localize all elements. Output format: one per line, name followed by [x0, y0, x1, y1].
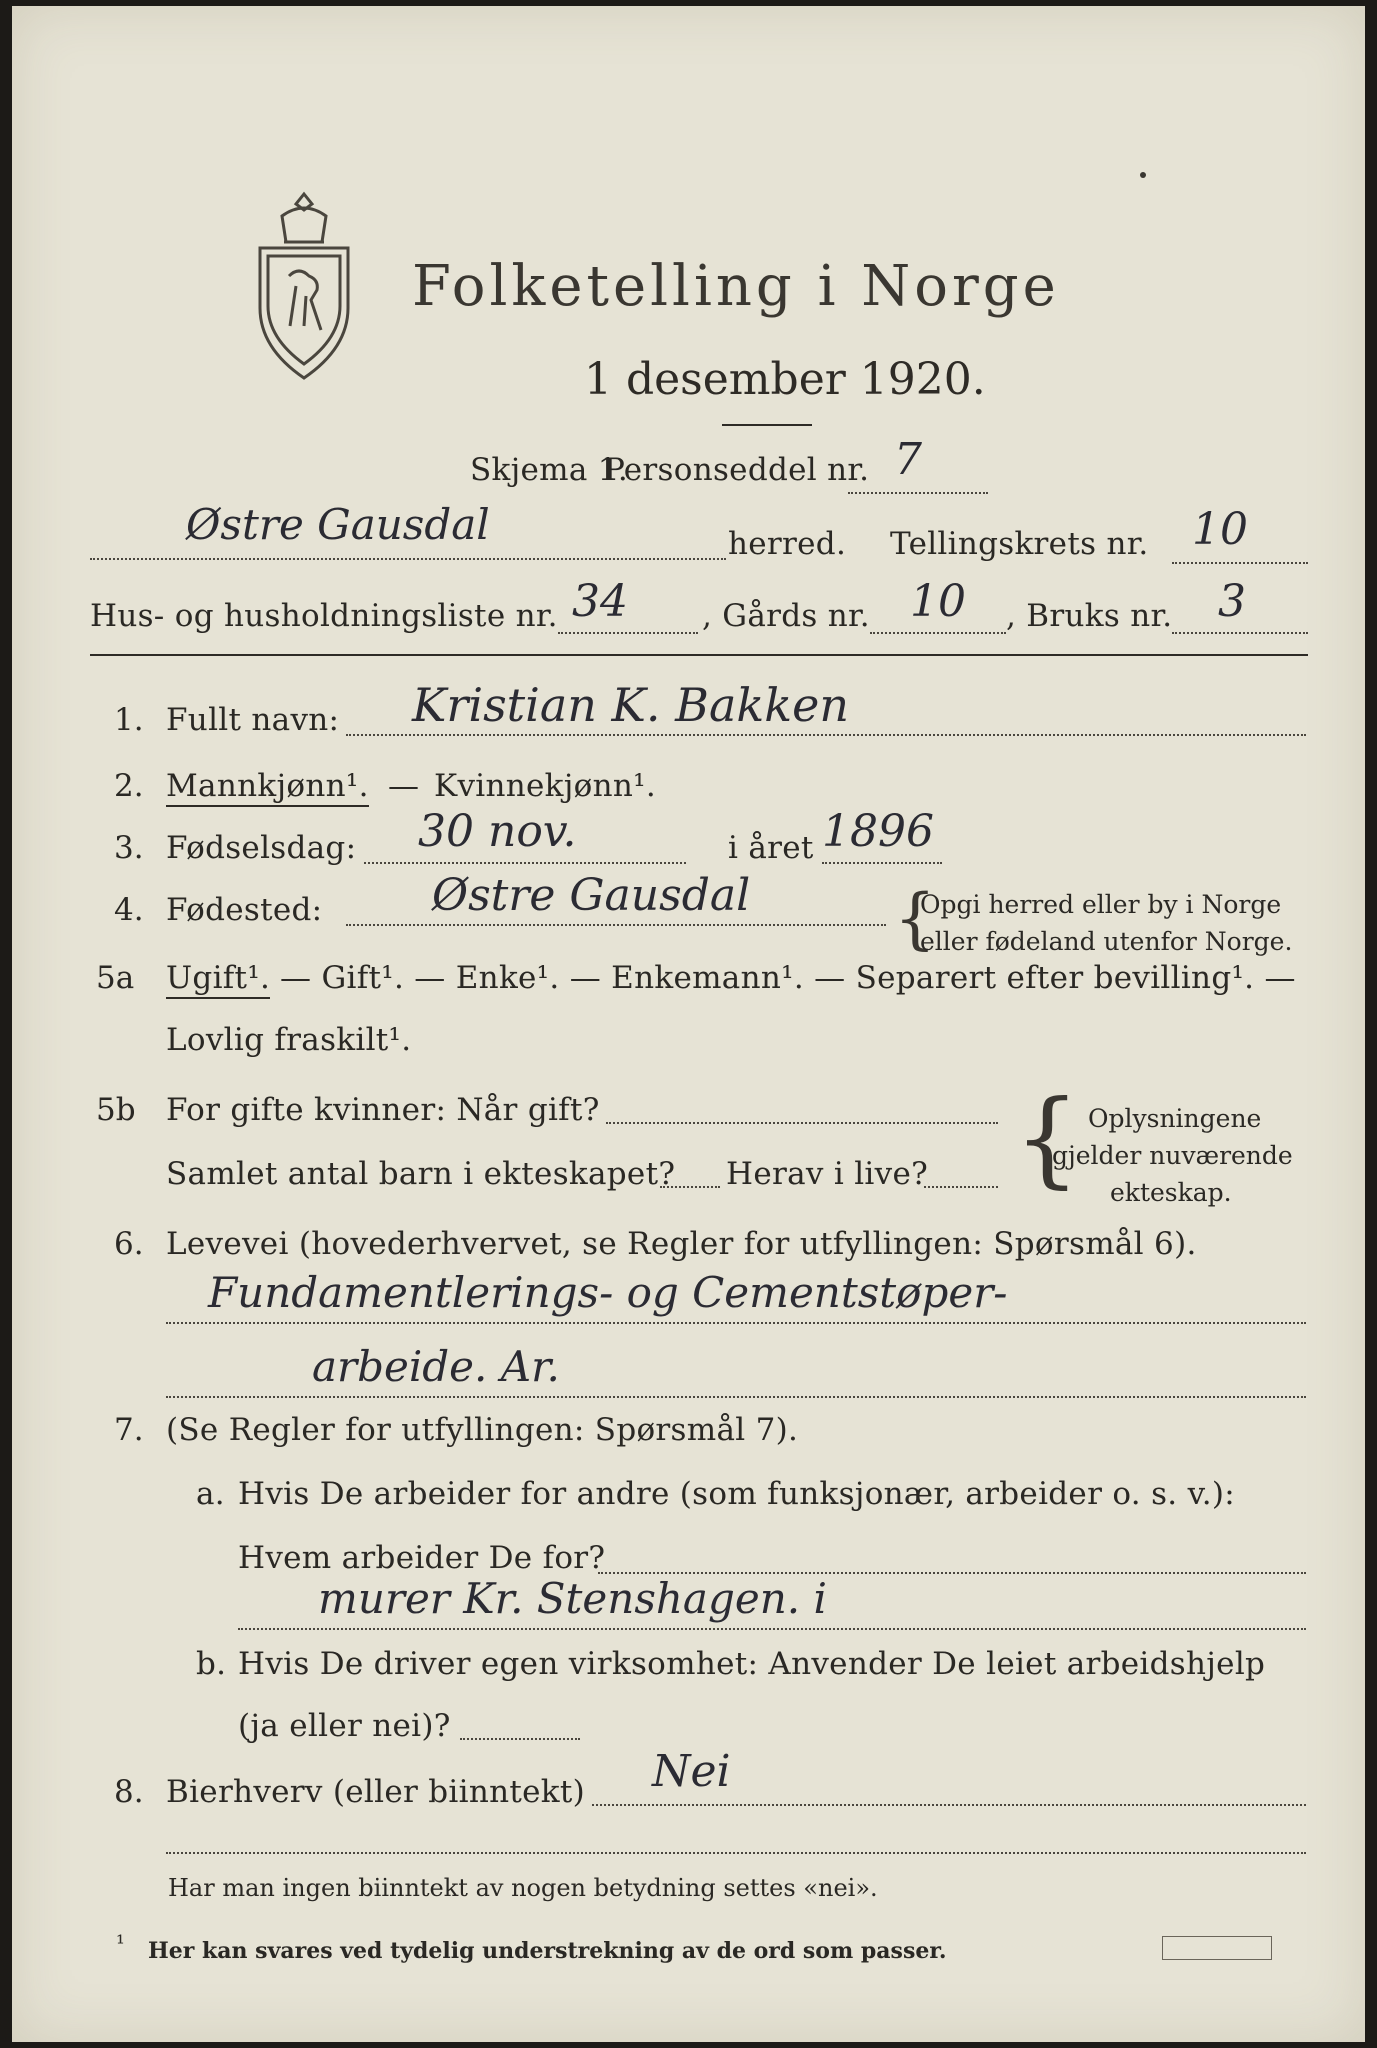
- q7b-text: Hvis De driver egen virksomhet: Anvender De leiet arbeidshjelp: [238, 1646, 1266, 1682]
- q7-number: 7.: [114, 1412, 144, 1448]
- tellingskrets-line: [1172, 562, 1308, 564]
- q8-line2: [166, 1852, 1306, 1854]
- q5b-note-line2: gjelder nuværende: [1052, 1141, 1293, 1170]
- q3-number: 3.: [114, 830, 144, 866]
- q5b-brace: {: [1014, 1077, 1081, 1199]
- bruks-label: , Bruks nr.: [1006, 598, 1173, 634]
- q1-label: Fullt navn:: [166, 702, 340, 738]
- gards-value[interactable]: 10: [910, 576, 966, 627]
- q6-number: 6.: [114, 1226, 144, 1262]
- bruks-line: [1172, 632, 1308, 634]
- q4-label: Fødested:: [166, 892, 323, 928]
- tellingskrets-label: Tellingskrets nr.: [890, 526, 1149, 562]
- q6-label: Levevei (hovederhvervet, se Regler for utfyllingen: Spørsmål 6).: [166, 1226, 1197, 1262]
- gender-male-option[interactable]: Mannkjønn¹.: [166, 768, 369, 807]
- employer-line2: [238, 1628, 1306, 1630]
- norwegian-coat-of-arms-icon: [244, 186, 364, 390]
- census-date: 1 desember 1920.: [584, 354, 986, 405]
- q5b-alive-label: Herav i live?: [726, 1156, 929, 1192]
- q7a-text: Hvis De arbeider for andre (som funksjonær, arbeider o. s. v.):: [238, 1476, 1236, 1512]
- q6-line1: [166, 1322, 1306, 1324]
- q3-line: [364, 862, 686, 864]
- q1-line: [346, 734, 1306, 736]
- q4-note-line1: Opgi herred eller by i Norge: [920, 890, 1282, 919]
- full-name-value[interactable]: Kristian K. Bakken: [412, 678, 849, 732]
- page-title: Folketelling i Norge: [412, 254, 1060, 319]
- occupation-value-line2[interactable]: arbeide. Ar.: [312, 1342, 560, 1391]
- q7b-question: (ja eller nei)?: [238, 1708, 451, 1744]
- status-fraskilt-option[interactable]: Lovlig fraskilt¹.: [166, 1022, 412, 1058]
- birthday-value[interactable]: 30 nov.: [418, 806, 577, 857]
- personseddel-line: [848, 492, 988, 494]
- q8-line1: [592, 1804, 1306, 1806]
- birth-year-value[interactable]: 1896: [822, 806, 934, 857]
- side-income-value[interactable]: Nei: [652, 1746, 731, 1797]
- title-divider: [722, 424, 812, 426]
- gender-female-option[interactable]: Kvinnekjønn¹.: [434, 768, 657, 804]
- herred-value[interactable]: Østre Gausdal: [186, 500, 490, 549]
- birthplace-value[interactable]: Østre Gausdal: [432, 870, 751, 921]
- children-line: [660, 1186, 720, 1188]
- personseddel-value[interactable]: 7: [894, 434, 922, 485]
- header-divider: [90, 654, 1308, 656]
- q5b-note-line1: Oplysningene: [1088, 1104, 1262, 1133]
- q4-number: 4.: [114, 892, 144, 928]
- gender-separator: —: [388, 768, 420, 804]
- husliste-line: [558, 632, 698, 634]
- q8-label: Bierhverv (eller biinntekt): [166, 1774, 586, 1810]
- q5b-note-line3: ekteskap.: [1110, 1178, 1232, 1207]
- status-ugift-option[interactable]: Ugift¹.: [166, 960, 270, 999]
- husliste-label: Hus- og husholdningsliste nr.: [90, 598, 558, 634]
- printer-stamp: [1162, 1936, 1272, 1960]
- q7a-letter: a.: [196, 1476, 225, 1512]
- q4-line: [346, 924, 886, 926]
- schema-label: Skjema 1.: [470, 452, 628, 488]
- q1-number: 1.: [114, 702, 144, 738]
- married-when-line: [606, 1122, 998, 1124]
- footnote-mark: ¹: [116, 1932, 125, 1957]
- husliste-value[interactable]: 34: [572, 576, 628, 627]
- tellingskrets-value[interactable]: 10: [1192, 504, 1248, 555]
- alive-line: [924, 1186, 998, 1188]
- q5b-line1: For gifte kvinner: Når gift?: [166, 1092, 600, 1128]
- q4-brace: {: [894, 880, 936, 957]
- herred-label: herred.: [728, 526, 847, 562]
- footnote-text: Her kan svares ved tydelig understrekning av de ord som passer.: [148, 1938, 947, 1964]
- status-other-options[interactable]: — Gift¹. — Enke¹. — Enkemann¹. — Separert efter bevilling¹. —: [280, 960, 1296, 996]
- herred-line: [90, 558, 726, 560]
- q4-note-line2: eller fødeland utenfor Norge.: [920, 927, 1293, 956]
- q7a-question: Hvem arbeider De for?: [238, 1540, 606, 1576]
- q7b-letter: b.: [196, 1646, 227, 1682]
- q8-number: 8.: [114, 1774, 144, 1810]
- q5a-number: 5a: [96, 960, 135, 996]
- gards-nr-label: , Gårds nr.: [702, 598, 870, 634]
- gards-line: [870, 632, 1006, 634]
- census-form-page: [12, 6, 1365, 2042]
- q5b-children-label: Samlet antal barn i ekteskapet?: [166, 1156, 676, 1192]
- bruks-value[interactable]: 3: [1218, 576, 1246, 627]
- occupation-value-line1[interactable]: Fundamentlerings- og Cementstøper-: [208, 1268, 1008, 1317]
- q3-label: Fødselsdag:: [166, 830, 357, 866]
- ink-spot: [1140, 172, 1146, 178]
- year-label: i året: [728, 830, 814, 866]
- q6-line2: [166, 1396, 1306, 1398]
- q5b-number: 5b: [96, 1092, 136, 1128]
- personseddel-label: Personseddel nr.: [604, 452, 870, 488]
- q7-label: (Se Regler for utfyllingen: Spørsmål 7).: [166, 1412, 799, 1448]
- q2-number: 2.: [114, 768, 144, 804]
- footer-note: Har man ingen biinntekt av nogen betydning settes «nei».: [168, 1874, 878, 1902]
- employer-value[interactable]: murer Kr. Stenshagen. i: [318, 1574, 827, 1623]
- hired-help-line: [460, 1738, 580, 1740]
- year-line: [822, 862, 942, 864]
